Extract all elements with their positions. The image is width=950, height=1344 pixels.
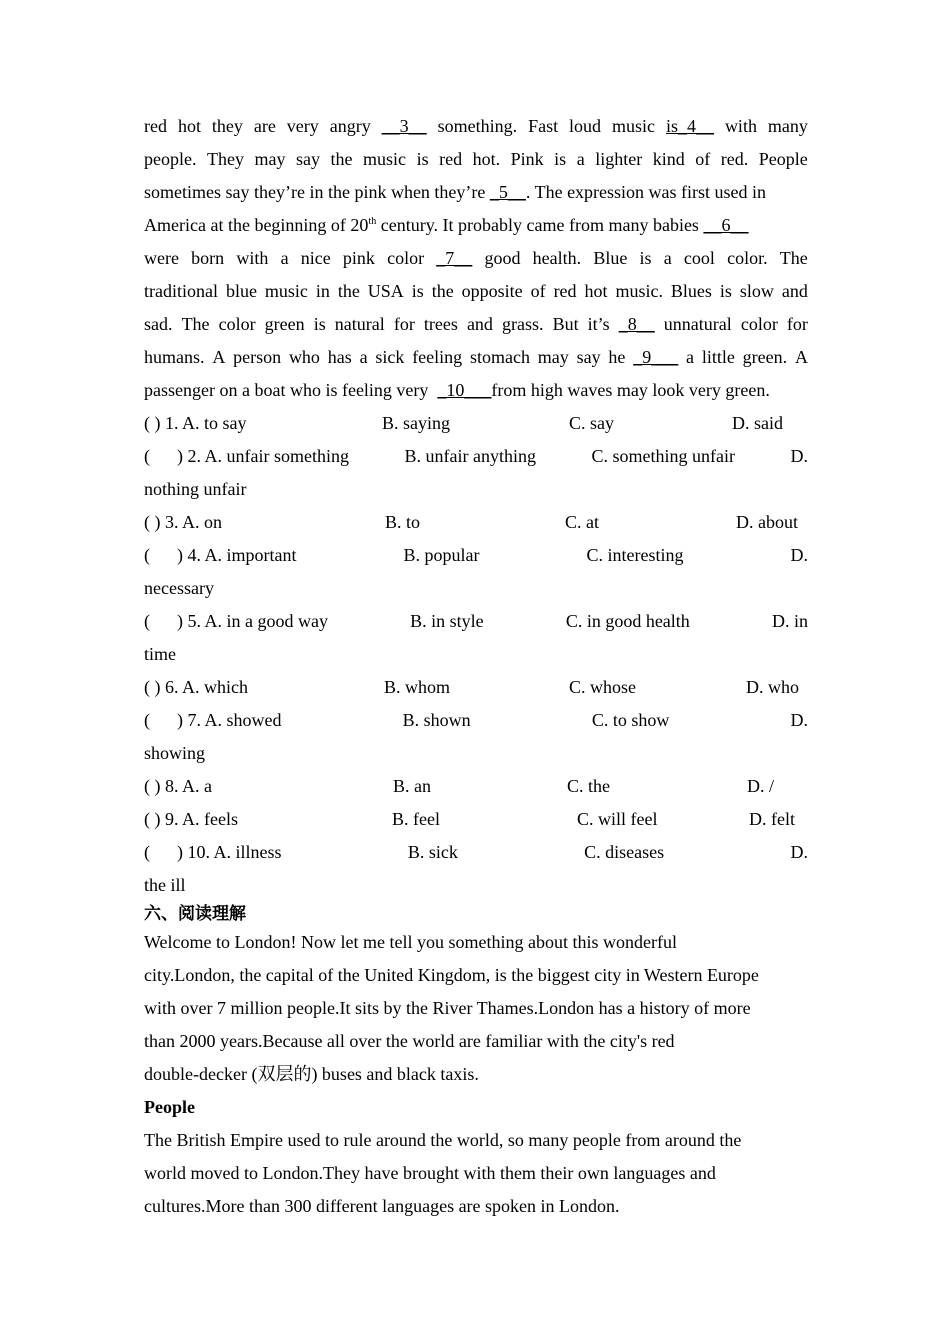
word: may	[254, 149, 286, 169]
question-list	[144, 407, 808, 902]
word: green	[264, 314, 305, 334]
text-line: Welcome to London! Now let me tell you something about this wonderful	[144, 932, 677, 952]
option-b: B. shown	[402, 710, 471, 730]
question-3	[144, 506, 808, 539]
word: red.	[720, 149, 749, 169]
option-a: ( ) 8. A. a	[144, 776, 212, 796]
word: A	[212, 347, 226, 367]
word: People	[758, 149, 808, 169]
cloze-line-9	[144, 374, 808, 407]
word: many	[767, 116, 808, 136]
word: grass.	[502, 314, 544, 334]
word: music.	[615, 281, 663, 301]
option-a: ( ) 10. A. illness	[144, 842, 282, 862]
text-line: The British Empire used to rule around the world, so many people from around the	[144, 1130, 742, 1150]
word: a	[359, 347, 368, 367]
cloze-line-8	[144, 341, 808, 374]
word: is	[554, 149, 567, 169]
cloze-passage	[144, 110, 808, 407]
text-line: cultures.More than 300 different languages are spoken in London.	[144, 1196, 620, 1216]
cloze-line-7	[144, 308, 808, 341]
word: color	[740, 314, 778, 334]
text-line: world moved to London.They have brought with them their own languages and	[144, 1163, 716, 1183]
option-a: ( ) 9. A. feels	[144, 809, 238, 829]
word: Fast	[528, 116, 559, 136]
question-7	[144, 704, 808, 737]
word: green.	[742, 347, 788, 367]
cloze-line-6	[144, 275, 808, 308]
word: and	[781, 281, 808, 301]
word: is	[416, 149, 429, 169]
option-b: B. an	[393, 776, 431, 796]
option-d: D. about	[736, 512, 798, 532]
option-a: ( ) 1. A. to say	[144, 413, 247, 433]
word: the	[337, 281, 360, 301]
word: little	[701, 347, 735, 367]
word: music	[612, 116, 656, 136]
word: for	[393, 314, 415, 334]
option-d-continued: showing	[144, 743, 206, 763]
option-d: D. who	[746, 677, 799, 697]
word: blue	[225, 281, 257, 301]
word: say	[296, 149, 321, 169]
option-c: C. will feel	[577, 809, 658, 829]
word: red	[553, 281, 577, 301]
word: USA	[367, 281, 404, 301]
blank-8: _8__	[618, 314, 655, 334]
option-a: ( ) 4. A. important	[144, 545, 297, 565]
word: and	[466, 314, 493, 334]
word: people.	[144, 149, 197, 169]
option-b: B. saying	[382, 413, 451, 433]
option-a: ( ) 6. A. which	[144, 677, 248, 697]
reading-intro	[144, 926, 808, 1091]
option-c: C. interesting	[586, 545, 684, 565]
word: person	[233, 347, 282, 367]
option-b: B. whom	[384, 677, 451, 697]
word: with	[724, 116, 757, 136]
option-d: D. /	[747, 776, 774, 796]
word: Blue	[593, 248, 628, 268]
cloze-line-1	[144, 110, 808, 143]
word: music	[363, 149, 407, 169]
word: hot	[177, 116, 201, 136]
question-1	[144, 407, 808, 440]
blank-5: _5__	[489, 182, 526, 202]
option-d-continued: time	[144, 644, 176, 664]
word: has	[327, 347, 352, 367]
word: trees	[423, 314, 458, 334]
word: hot.	[472, 149, 501, 169]
question-10	[144, 836, 808, 869]
word: sad.	[144, 314, 173, 334]
option-d: D. felt	[749, 809, 795, 829]
word: loud	[569, 116, 602, 136]
word: feeling	[412, 347, 463, 367]
option-c: C. at	[565, 512, 599, 532]
option-d: D.	[790, 842, 808, 862]
word: they	[211, 116, 243, 136]
text-run: passenger on a boat who is feeling very	[144, 380, 438, 400]
blank-7: _7__	[436, 248, 473, 268]
option-c: C. to show	[591, 710, 670, 730]
word: may	[537, 347, 569, 367]
option-b: B. sick	[407, 842, 458, 862]
cloze-line-4	[144, 209, 808, 242]
text-line: than 2000 years.Because all over the world are familiar with the city's red	[144, 1031, 675, 1051]
question-2	[144, 440, 808, 473]
word: traditional	[144, 281, 218, 301]
option-c: C. the	[567, 776, 610, 796]
option-c: C. in good health	[565, 611, 690, 631]
word: red	[144, 116, 167, 136]
word: color	[387, 248, 425, 268]
word: angry	[329, 116, 371, 136]
text-line: double-decker (双层的) buses and black taxis.	[144, 1064, 479, 1084]
word: with	[236, 248, 269, 268]
option-c: C. something unfair	[591, 446, 735, 466]
option-d: D. said	[732, 413, 783, 433]
option-b: B. feel	[392, 809, 440, 829]
option-b: B. unfair anything	[404, 446, 536, 466]
word: Pink	[510, 149, 544, 169]
question-4	[144, 539, 808, 572]
word: A	[794, 347, 808, 367]
question-5	[144, 605, 808, 638]
blank-4: is_4__	[665, 116, 714, 136]
blank-3: __3__	[381, 116, 427, 136]
word: the	[431, 281, 454, 301]
word: health.	[532, 248, 582, 268]
word: he	[608, 347, 626, 367]
word: is	[719, 281, 732, 301]
word: the	[330, 149, 353, 169]
option-a: ( ) 5. A. in a good way	[144, 611, 328, 631]
text-line: with over 7 million people.It sits by the River Thames.London has a history of more	[144, 998, 751, 1018]
word: lighter	[595, 149, 643, 169]
word: nice	[300, 248, 331, 268]
cloze-line-2	[144, 143, 808, 176]
option-c: C. say	[569, 413, 614, 433]
text-line: city.London, the capital of the United Kingdom, is the biggest city in Western Europe	[144, 965, 759, 985]
option-a: ( ) 2. A. unfair something	[144, 446, 349, 466]
cloze-line-5	[144, 242, 808, 275]
option-d-continued: the ill	[144, 875, 186, 895]
word: something.	[437, 116, 518, 136]
blank-9: _9___	[633, 347, 679, 367]
word: good	[484, 248, 521, 268]
word: slow	[739, 281, 774, 301]
option-d: D.	[790, 710, 808, 730]
word: color	[218, 314, 256, 334]
word: music	[264, 281, 308, 301]
word: are	[253, 116, 276, 136]
word: in	[315, 281, 330, 301]
section-heading: 六、阅读理解	[144, 904, 246, 924]
option-a: ( ) 7. A. showed	[144, 710, 282, 730]
text-run: century. It probably came from many babies	[376, 215, 699, 235]
word: is	[313, 314, 326, 334]
word: pink	[342, 248, 375, 268]
option-c: C. diseases	[584, 842, 665, 862]
word: They	[207, 149, 244, 169]
word: opposite	[461, 281, 523, 301]
word: But	[552, 314, 579, 334]
question-9	[144, 803, 808, 836]
word: unnatural	[663, 314, 732, 334]
option-d: D.	[790, 545, 808, 565]
word: sick	[375, 347, 405, 367]
text-run: . The expression was first used in	[525, 182, 767, 202]
cloze-line-3	[144, 176, 808, 209]
word: color.	[727, 248, 768, 268]
subheading-people: People	[144, 1097, 195, 1117]
text-run: sometimes say they’re in the pink when they’re	[144, 182, 486, 202]
question-8	[144, 770, 808, 803]
word: it’s	[587, 314, 610, 334]
word: a	[576, 149, 585, 169]
option-d: D.	[790, 446, 808, 466]
word: a	[663, 248, 672, 268]
option-d-continued: necessary	[144, 578, 214, 598]
word: very	[286, 116, 319, 136]
word: is	[411, 281, 424, 301]
word: natural	[334, 314, 385, 334]
superscript: th	[368, 216, 377, 227]
word: hot	[584, 281, 608, 301]
word: is	[639, 248, 652, 268]
option-b: B. popular	[403, 545, 480, 565]
document-page	[144, 110, 808, 1223]
option-b: B. to	[385, 512, 421, 532]
word: who	[288, 347, 320, 367]
word: red	[439, 149, 463, 169]
question-6	[144, 671, 808, 704]
reading-people	[144, 1124, 808, 1223]
word: stomach	[469, 347, 530, 367]
blank-10: _10___	[437, 380, 492, 400]
word: of	[695, 149, 711, 169]
option-d: D. in	[771, 611, 808, 631]
word: for	[786, 314, 808, 334]
word: were	[144, 248, 179, 268]
word: cool	[683, 248, 715, 268]
word: kind	[652, 149, 685, 169]
word: a	[280, 248, 289, 268]
word: say	[576, 347, 601, 367]
word: born	[191, 248, 225, 268]
option-d-continued: nothing unfair	[144, 479, 247, 499]
word: of	[530, 281, 546, 301]
option-b: B. in style	[410, 611, 484, 631]
option-a: ( ) 3. A. on	[144, 512, 222, 532]
word: Blues	[670, 281, 712, 301]
word: humans.	[144, 347, 205, 367]
text-run: America at the beginning of 20	[144, 215, 369, 235]
word: The	[181, 314, 210, 334]
blank-6: __6__	[703, 215, 749, 235]
option-c: C. whose	[569, 677, 636, 697]
word: a	[686, 347, 695, 367]
text-run: from high waves may look very green.	[491, 380, 770, 400]
word: The	[779, 248, 808, 268]
